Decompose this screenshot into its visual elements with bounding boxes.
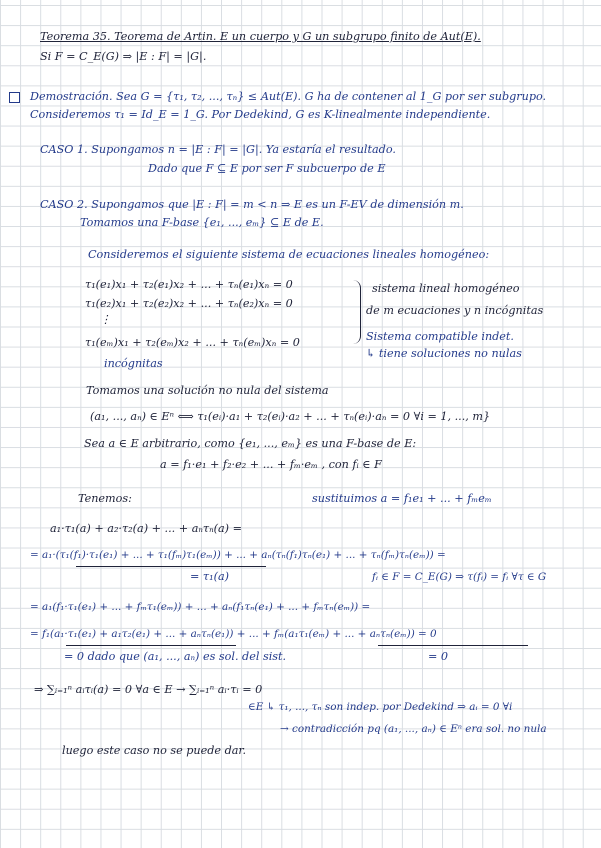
tenemos: Tenemos: [78,492,132,505]
unknowns-label: incógnitas [104,357,163,370]
calc-line-2-note: = τ₁(a) [190,570,230,583]
conclusion-1: ⇒ ∑ᵢ₌₁ⁿ aᵢτᵢ(a) = 0 ∀a ∈ E → ∑ᵢ₌₁ⁿ aᵢ·τᵢ = 0 [34,683,263,696]
conclusion-contradiction: → contradicción pq (a₁, ..., aₙ) ∈ Eⁿ era sol. no nula [280,723,547,735]
calc-line-1: a₁·τ₁(a) + a₂·τ₂(a) + ... + aₙτₙ(a) = [50,522,242,535]
equation-m: τ₁(eₘ)x₁ + τ₂(eₘ)x₂ + ... + τₙ(eₘ)xₙ = 0 [85,336,300,349]
proof-line-1: Demostración. Sea G = {τ₁, τ₂, ..., τₙ} ≤ Aut(E). G ha de contener al 1_G por ser subgrupo. [30,90,547,103]
side-note-2: de m ecuaciones y n incógnitas [366,304,544,317]
take-solution: Tomamos una solución no nula del sistema [86,384,329,397]
side-note-1: sistema lineal homogéneo [372,282,520,295]
conclusion-dedekind: ∈E ↳ τ₁, ..., τₙ son indep. por Dedekind ⇒ aᵢ = 0 ∀i [248,701,513,713]
checkbox-icon [9,92,20,103]
calc-line-2-fact: fᵢ ∈ F = C_E(G) ⇒ τ(fᵢ) = fᵢ ∀τ ∈ G [372,571,547,583]
arbitrary-element: Sea a ∈ E arbitrario, como {e₁, ..., eₘ} es una F-base de E: [84,437,417,450]
side-note-3: Sistema compatible indet. [366,330,514,343]
calc-line-4: = f₁(a₁·τ₁(e₁) + a₁τ₂(e₁) + ... + aₙτₙ(e₁)) + ... + fₘ(a₁τ₁(eₘ) + ... + aₙτₙ(eₘ)) = 0 [30,628,437,640]
theorem-statement: Si F = C_E(G) ⇒ |E : F| = |G|. [40,50,207,63]
equation-2: τ₁(e₂)x₁ + τ₂(e₂)x₂ + ... + τₙ(e₂)xₙ = 0 [85,297,293,310]
substitution-note: sustituimos a = f₁e₁ + ... + fₘeₘ [312,492,492,505]
system-intro: Consideremos el siguiente sistema de ecuaciones lineales homogéneo: [88,248,490,261]
linear-combination: a = f₁·e₁ + f₂·e₂ + ... + fₘ·eₘ , con fᵢ ∈ F [160,458,382,471]
solution-condition: (a₁, ..., aₙ) ∈ Eⁿ ⟺ τ₁(eᵢ)·a₁ + τ₂(eᵢ)·a₂ + ... + τₙ(eᵢ)·aₙ = 0 ∀i = 1, ..., m} [90,410,491,423]
calc-line-2: = a₁·(τ₁(f₁)·τ₁(e₁) + ... + τ₁(fₘ)τ₁(eₘ)) + ... + aₙ(τₙ(f₁)τₙ(e₁) + ... + τₙ(fₘ)τₙ(eₘ)) = [30,549,446,561]
case-2: CASO 2. Supongamos que |E : F| = m < n ⇒ E es un F-EV de dimensión m. [40,198,464,211]
calc-line-4-note: = 0 dado que (a₁, ..., aₙ) es sol. del sist. [64,650,287,663]
underline-1 [76,566,266,567]
case-2-base: Tomamos una F-base {e₁, ..., eₘ} ⊆ E de E. [80,216,324,229]
case-1: CASO 1. Supongamos n = |E : F| = |G|. Ya estaría el resultado. [40,143,396,156]
equation-dots: ⋮ [100,313,112,326]
underline-2 [66,645,236,646]
side-note-4: ↳ tiene soluciones no nulas [366,347,522,360]
final-remark: luego este caso no se puede dar. [62,744,247,757]
case-1-note: Dado que F ⊆ E por ser F subcuerpo de E [148,162,386,175]
proof-line-2: Consideremos τ₁ = Id_E = 1_G. Por Dedekind, G es K-linealmente independiente. [30,108,491,121]
calc-line-4-zero: = 0 [428,650,449,663]
equation-1: τ₁(e₁)x₁ + τ₂(e₁)x₂ + ... + τₙ(e₁)xₙ = 0 [85,278,293,291]
underline-3 [378,645,528,646]
system-brace [352,280,361,344]
calc-line-3: = a₁(f₁·τ₁(e₁) + ... + fₘτ₁(eₘ)) + ... + aₙ(f₁τₙ(e₁) + ... + fₘτₙ(eₘ)) = [30,601,371,613]
theorem-title: Teorema 35. Teorema de Artin. E un cuerpo y G un subgrupo finito de Aut(E). [40,30,481,43]
